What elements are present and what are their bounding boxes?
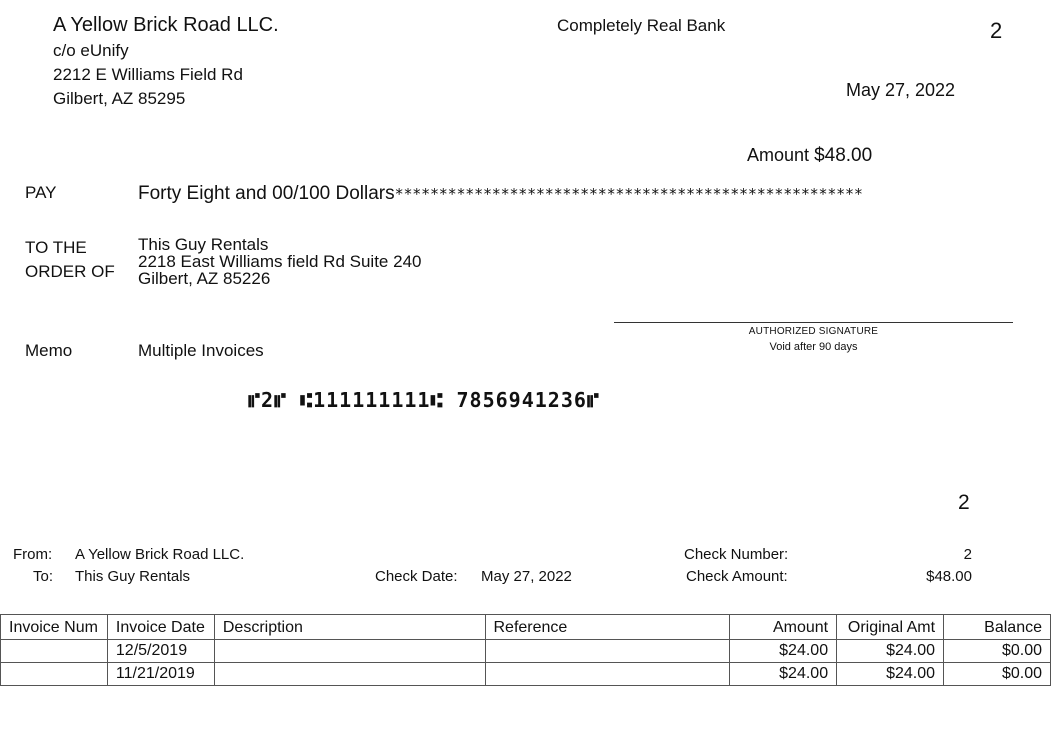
table-row (1, 640, 1051, 663)
payer-address-line1: 2212 E Williams Field Rd (53, 65, 243, 84)
stub-check-amount-label: Check Amount: (686, 568, 788, 585)
cell-amount: $24.00 (730, 640, 837, 663)
payer-address-line2: Gilbert, AZ 85295 (53, 89, 186, 108)
stub-to-value: This Guy Rentals (75, 568, 191, 585)
cell-invoice-date: 12/5/2019 (107, 640, 214, 663)
stub-from-label: From: (13, 546, 53, 563)
cell-invoice-num (1, 663, 108, 686)
stub-check-date-label: Check Date: (375, 568, 458, 585)
header-invoice-num: Invoice Num (1, 615, 108, 640)
bank-name: Completely Real Bank (557, 16, 726, 35)
stub-check-date-value: May 27, 2022 (481, 568, 572, 585)
amount-in-words-line (138, 183, 863, 205)
check-number: 2 (990, 18, 1003, 43)
header-original-amt: Original Amt (837, 615, 944, 640)
cell-reference (485, 663, 730, 686)
cell-original-amt: $24.00 (837, 663, 944, 686)
amount-value: $48.00 (814, 145, 873, 166)
cell-description (214, 640, 485, 663)
invoice-table (0, 614, 1051, 686)
amount-in-words: Forty Eight and 00/100 Dollars (138, 183, 395, 204)
cell-reference (485, 640, 730, 663)
header-balance: Balance (944, 615, 1051, 640)
cell-invoice-date: 11/21/2019 (107, 663, 214, 686)
invoice-table-header (1, 615, 1051, 640)
stub-check-amount-value: $48.00 (926, 568, 972, 585)
check-date: May 27, 2022 (846, 80, 956, 100)
signature-line (614, 322, 1013, 323)
memo-label: Memo (25, 341, 73, 360)
stub-to-label: To: (33, 568, 54, 585)
stub-from-value: A Yellow Brick Road LLC. (75, 546, 245, 563)
stub-check-number-value: 2 (963, 546, 972, 563)
header-amount: Amount (730, 615, 837, 640)
amount-box (747, 145, 872, 167)
header-invoice-date: Invoice Date (107, 615, 214, 640)
void-notice: Void after 90 days (769, 341, 858, 353)
stub-check-number-label: Check Number: (684, 546, 789, 563)
header-reference: Reference (485, 615, 730, 640)
payee-address-line1: 2218 East Williams field Rd Suite 240 (138, 252, 422, 271)
cell-invoice-num (1, 640, 108, 663)
micr-line: ⑈2⑈ ⑆111111111⑆ 7856941236⑈ (248, 388, 600, 412)
pay-label: PAY (25, 183, 57, 202)
stub-check-number: 2 (958, 491, 970, 514)
memo-value: Multiple Invoices (138, 341, 264, 360)
to-the-order-of-label: TO THE ORDER OF (25, 238, 115, 281)
cell-original-amt: $24.00 (837, 640, 944, 663)
table-row (1, 663, 1051, 686)
amount-label: Amount (747, 145, 810, 165)
payee-name: This Guy Rentals (138, 235, 269, 254)
cell-balance: $0.00 (944, 640, 1051, 663)
header-description: Description (214, 615, 485, 640)
payer-name: A Yellow Brick Road LLC. (53, 14, 279, 36)
payer-care-of: c/o eUnify (53, 41, 129, 60)
cell-description (214, 663, 485, 686)
amount-fill-asterisks: ***************************************************** (394, 185, 863, 203)
authorized-signature-label: AUTHORIZED SIGNATURE (748, 326, 879, 337)
payee-block (138, 236, 421, 287)
payee-address-line2: Gilbert, AZ 85226 (138, 269, 271, 288)
cell-amount: $24.00 (730, 663, 837, 686)
cell-balance: $0.00 (944, 663, 1051, 686)
